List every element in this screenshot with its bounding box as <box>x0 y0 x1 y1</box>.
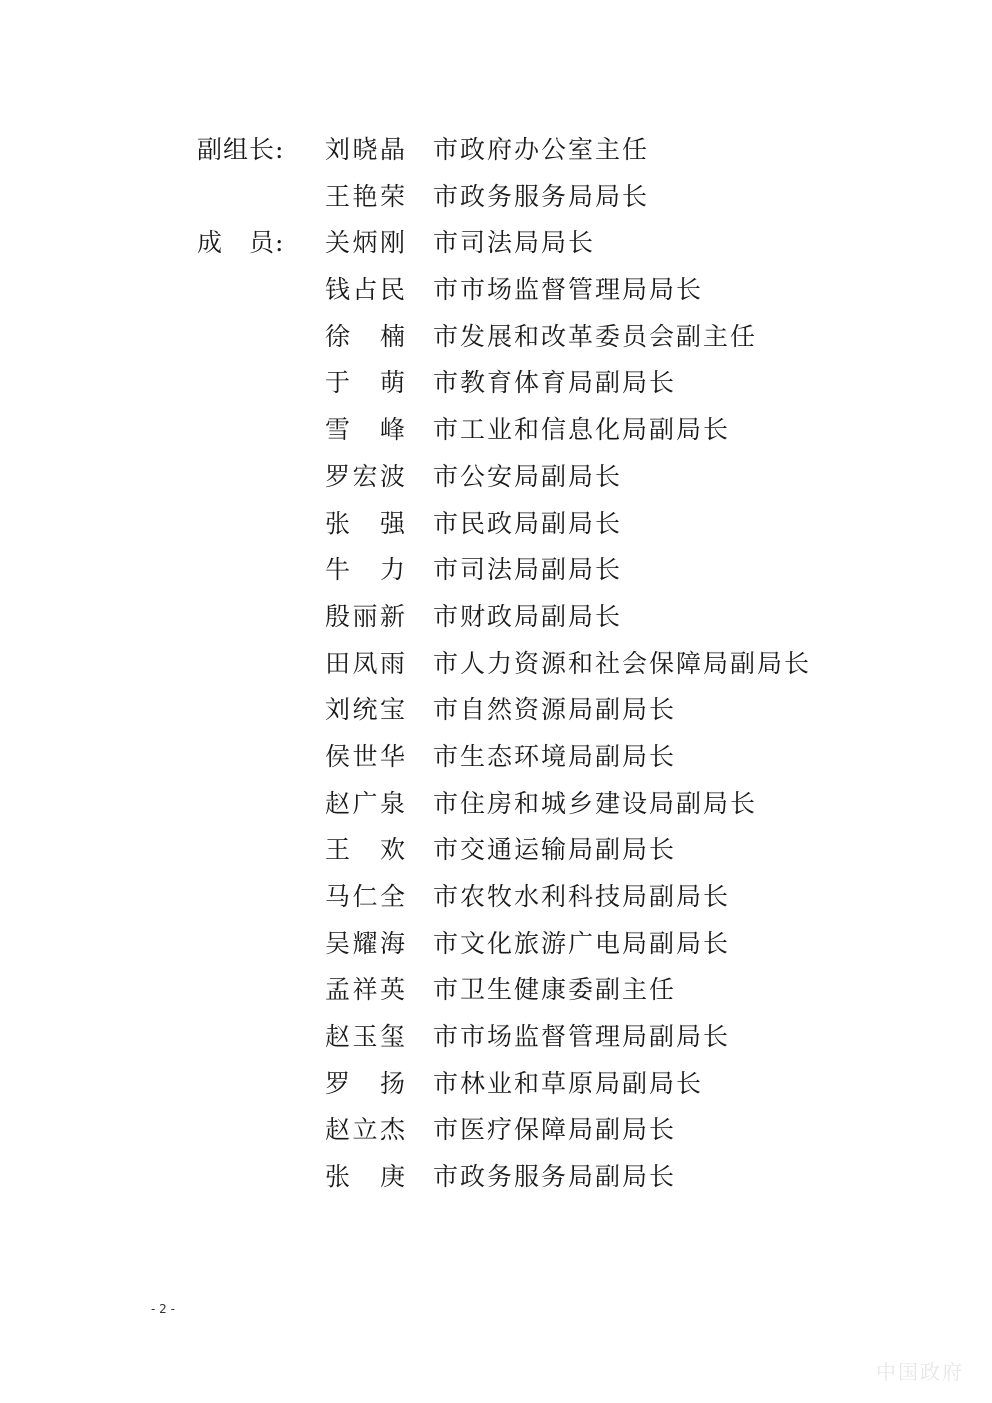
member-title: 市医疗保障局副局长 <box>433 1115 677 1145</box>
member-title: 市发展和改革委员会副主任 <box>433 321 758 351</box>
member-title: 市政务服务局副局长 <box>433 1162 677 1192</box>
roster-row <box>0 1014 992 1061</box>
member-name: 马仁全 <box>325 882 405 911</box>
roster-row <box>0 967 992 1014</box>
roster-row <box>0 454 992 501</box>
roster-row <box>0 827 992 874</box>
member-title: 市财政局副局长 <box>433 601 623 631</box>
member-title: 市市场监督管理局局长 <box>433 275 704 305</box>
member-name: 孟祥英 <box>325 975 405 1005</box>
member-name: 殷丽新 <box>325 601 405 631</box>
roster-row <box>0 314 992 361</box>
member-title: 市教育体育局副局长 <box>433 368 677 398</box>
member-name: 田凤雨 <box>325 648 405 678</box>
roster-row <box>0 174 992 221</box>
member-name: 赵广泉 <box>325 788 405 818</box>
member-name: 徐 楠 <box>325 321 405 351</box>
member-name: 刘晓晶 <box>325 135 405 164</box>
page-number: - 2 - <box>151 1302 175 1316</box>
member-title: 市司法局局长 <box>433 228 596 258</box>
member-name: 刘统宝 <box>325 695 405 725</box>
roster-row <box>0 220 992 267</box>
roster-row <box>0 921 992 968</box>
roster-row <box>0 1061 992 1108</box>
member-title: 市住房和城乡建设局副局长 <box>433 788 758 818</box>
member-title: 市卫生健康委副主任 <box>433 975 677 1005</box>
member-name: 关炳刚 <box>325 228 405 258</box>
roster-row <box>0 127 992 174</box>
member-name: 罗 扬 <box>325 1068 405 1098</box>
member-title: 市民政局副局长 <box>433 508 623 538</box>
roster-row <box>0 734 992 781</box>
member-title: 市交通运输局副局长 <box>433 835 677 865</box>
roster-row <box>0 547 992 594</box>
member-title: 市农牧水利科技局副局长 <box>433 882 731 911</box>
member-title: 市政务服务局局长 <box>433 181 650 211</box>
roster-row <box>0 781 992 828</box>
roster-row <box>0 594 992 641</box>
member-title: 市政府办公室主任 <box>433 135 650 164</box>
roster-row <box>0 874 992 921</box>
member-name: 赵玉玺 <box>325 1022 405 1052</box>
member-name: 王 欢 <box>325 835 405 865</box>
member-name: 牛 力 <box>325 555 405 585</box>
member-name: 雪 峰 <box>325 415 405 445</box>
member-title: 市生态环境局副局长 <box>433 741 677 771</box>
member-name: 侯世华 <box>325 741 405 771</box>
member-name: 吴耀海 <box>325 928 405 958</box>
role-label: 成 员: <box>197 228 285 258</box>
member-title: 市自然资源局副局长 <box>433 695 677 725</box>
member-title: 市人力资源和社会保障局副局长 <box>433 648 812 678</box>
roster-row <box>0 267 992 314</box>
roster-row <box>0 641 992 688</box>
member-title: 市林业和草原局副局长 <box>433 1068 704 1098</box>
roster-row <box>0 1107 992 1154</box>
member-name: 罗宏波 <box>325 461 405 491</box>
member-title: 市工业和信息化局副局长 <box>433 415 731 445</box>
member-title: 市文化旅游广电局副局长 <box>433 928 731 958</box>
member-title: 市市场监督管理局副局长 <box>433 1022 731 1052</box>
roster-row <box>0 360 992 407</box>
member-name: 于 萌 <box>325 368 405 398</box>
roster-row <box>0 1154 992 1201</box>
member-name: 张 强 <box>325 508 405 538</box>
roster-row <box>0 687 992 734</box>
member-name: 赵立杰 <box>325 1115 405 1145</box>
member-name: 钱占民 <box>325 275 405 305</box>
member-name: 张 庚 <box>325 1162 405 1192</box>
role-label: 副组长: <box>197 135 285 164</box>
member-name: 王艳荣 <box>325 181 405 211</box>
watermark-logo: 中国政府 <box>876 1360 964 1384</box>
member-title: 市公安局副局长 <box>433 461 623 491</box>
roster-row <box>0 407 992 454</box>
member-title: 市司法局副局长 <box>433 555 623 585</box>
roster-row <box>0 501 992 548</box>
member-roster <box>0 127 992 1201</box>
